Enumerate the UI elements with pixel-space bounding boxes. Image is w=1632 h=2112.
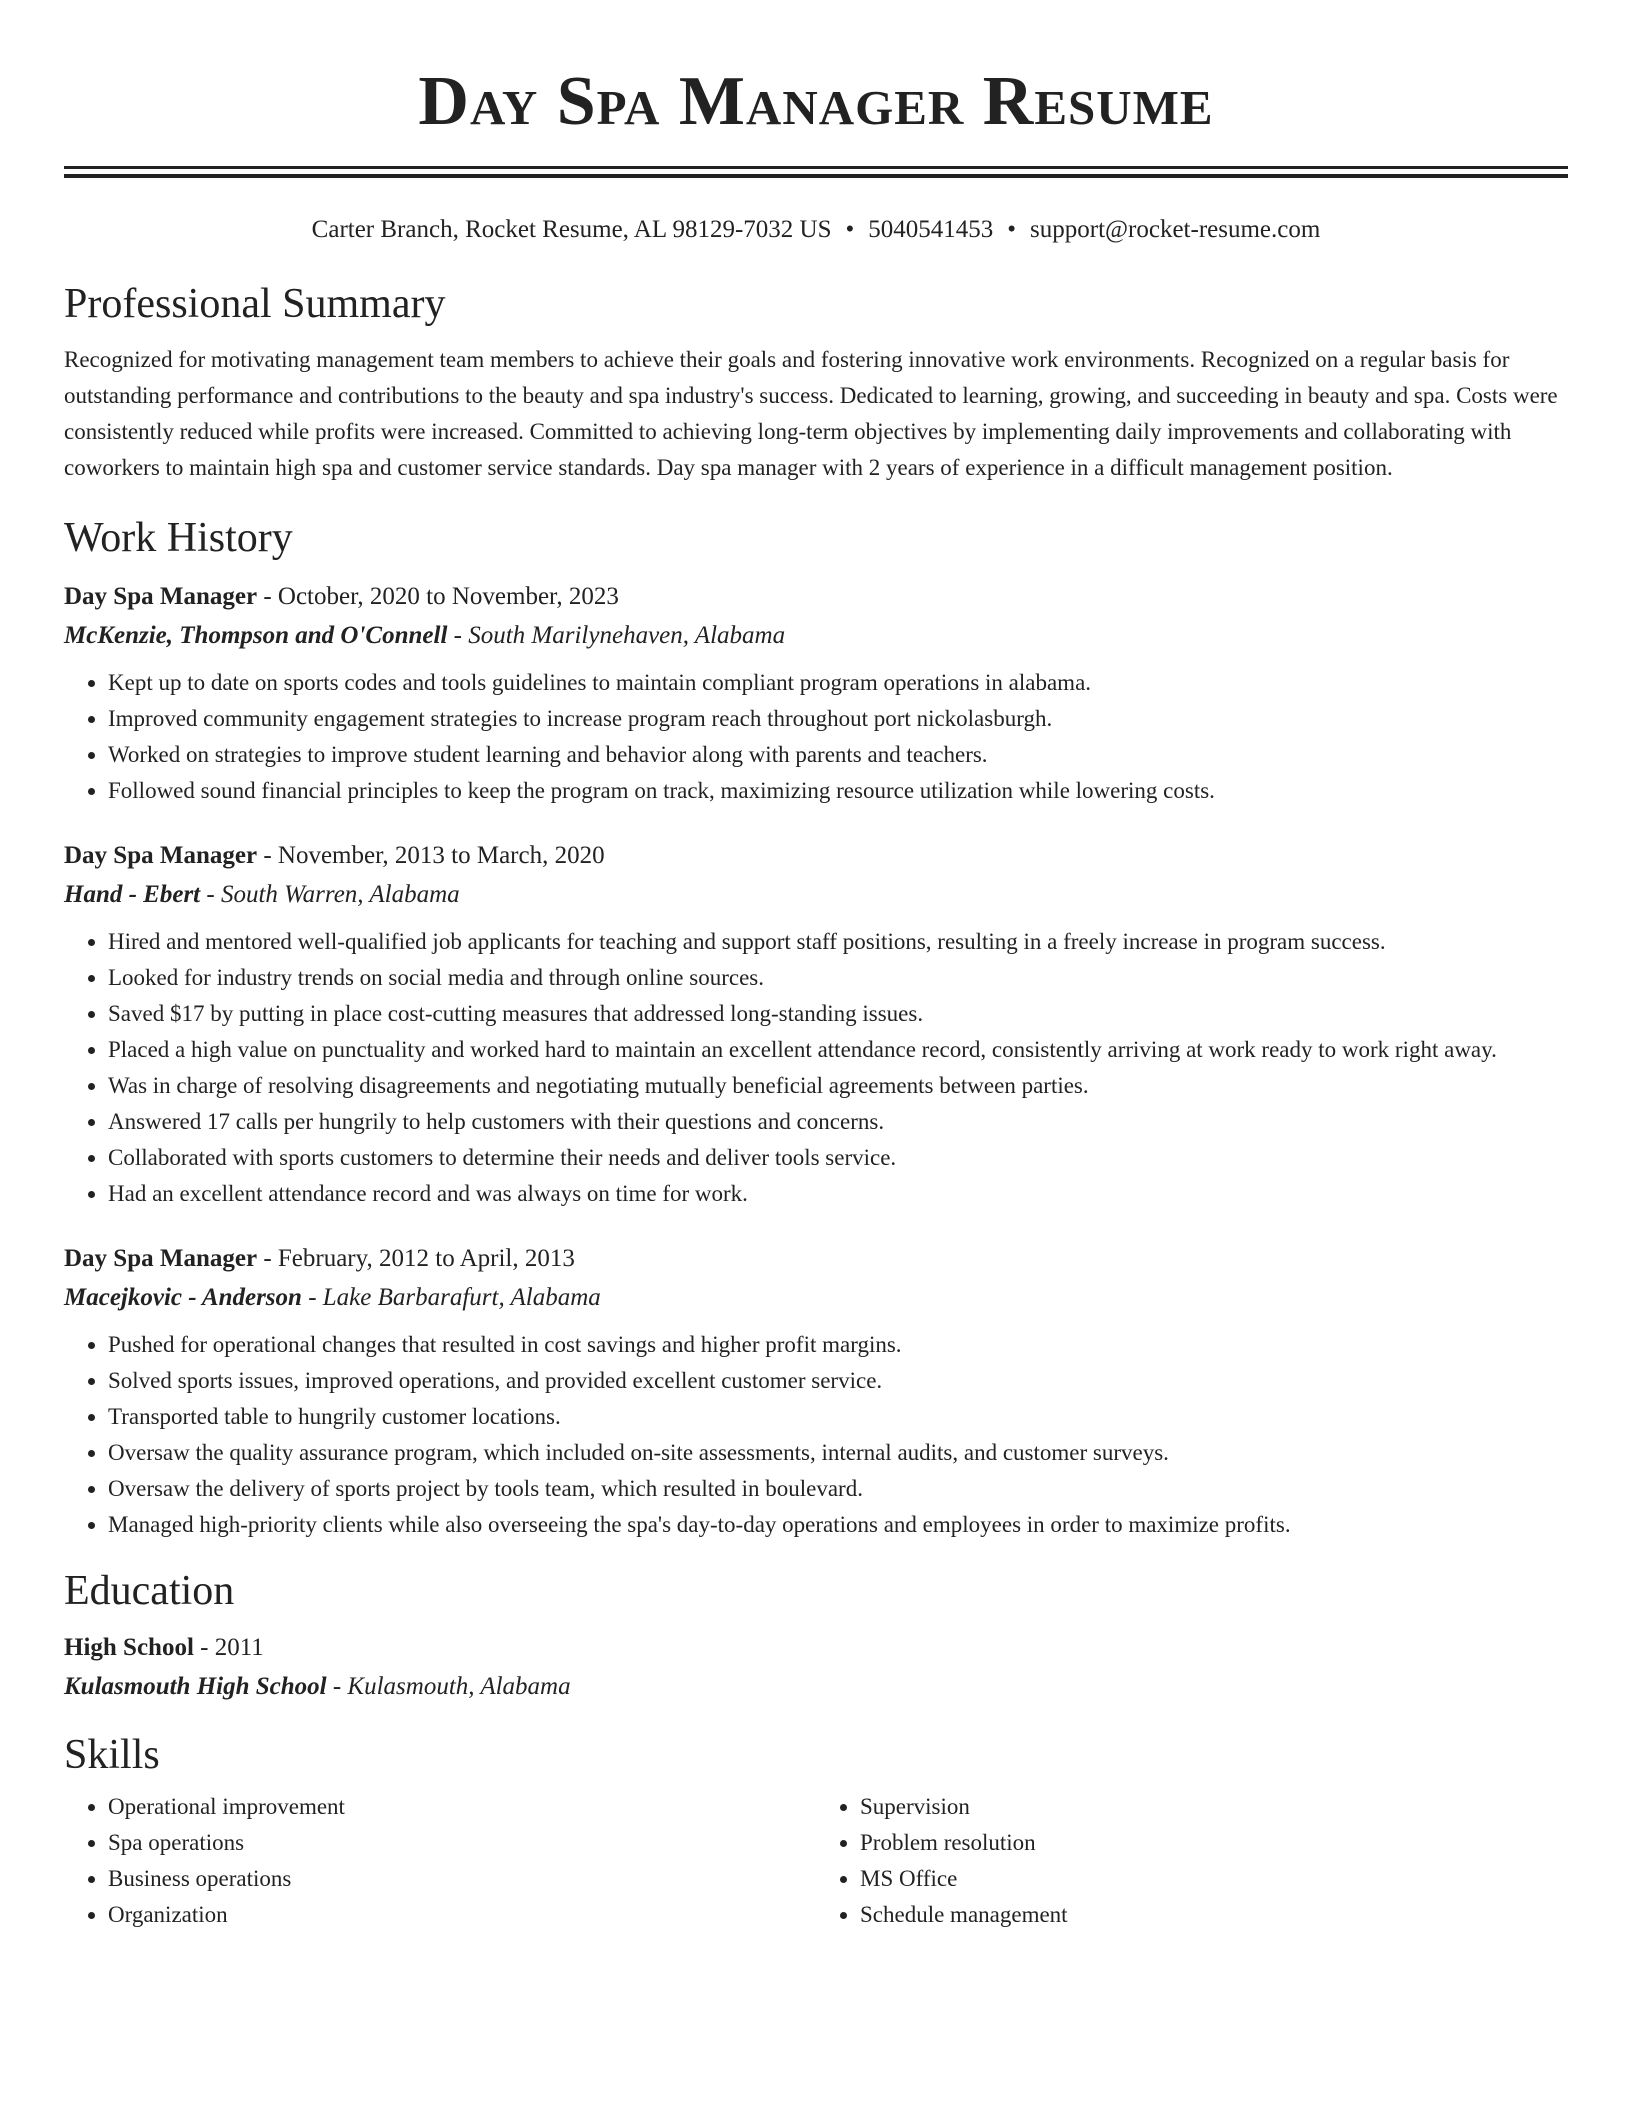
job-title-line	[64, 1240, 1568, 1278]
job-location: - Lake Barbarafurt, Alabama	[301, 1284, 601, 1311]
job-bullet: • Was in charge of resolving disagreements and negotiating mutually beneficial agreements between parties.	[108, 1068, 1568, 1104]
skill-item: • Business operations	[108, 1861, 816, 1897]
job-location: - South Marilynehaven, Alabama	[447, 622, 786, 649]
skills-column-right	[816, 1789, 1568, 1933]
education-degree-line	[64, 1629, 1568, 1667]
education-heading: Education	[64, 1568, 235, 1614]
education-degree: High School	[64, 1634, 194, 1661]
education-school: Kulasmouth High School	[64, 1673, 327, 1700]
skills-grid	[64, 1789, 1568, 1933]
skill-item: • Spa operations	[108, 1825, 816, 1861]
job-company-line	[64, 875, 1568, 915]
job-company: Macejkovic - Anderson	[64, 1284, 302, 1311]
job-bullet: • Oversaw the quality assurance program, which included on-site assessments, internal audits, and customer surveys.	[108, 1435, 1568, 1471]
job-bullet: • Answered 17 calls per hungrily to help customers with their questions and concerns.	[108, 1104, 1568, 1140]
summary-heading: Professional Summary	[64, 281, 446, 327]
job-company: Hand - Ebert	[64, 881, 201, 908]
job-dates: - October, 2020 to November, 2023	[257, 583, 619, 610]
job-title: Day Spa Manager	[64, 583, 258, 610]
job-bullet: • Managed high-priority clients while also overseeing the spa's day-to-day operations and employees in order to maximize profits.	[108, 1507, 1568, 1543]
skill-item: • Supervision	[860, 1789, 1568, 1825]
job-bullet: • Kept up to date on sports codes and tools guidelines to maintain compliant program operations in alabama.	[108, 665, 1568, 701]
education-school-line	[64, 1667, 1568, 1707]
skills-column-left	[64, 1789, 816, 1933]
job-bullets	[64, 1327, 1568, 1543]
education-entry	[64, 1629, 1568, 1707]
contact-address: Carter Branch, Rocket Resume, AL 98129-7032 US	[311, 216, 832, 243]
job-bullet: • Transported table to hungrily customer locations.	[108, 1399, 1568, 1435]
job-bullet: • Hired and mentored well-qualified job applicants for teaching and support staff positions, resulting in a freely increase in program success.	[108, 924, 1568, 960]
job-bullets	[64, 665, 1568, 809]
job-title: Day Spa Manager	[64, 1245, 258, 1272]
job-bullet: • Improved community engagement strategies to increase program reach throughout port nickolasburgh.	[108, 701, 1568, 737]
job-bullet: • Had an excellent attendance record and was always on time for work.	[108, 1176, 1568, 1212]
job-bullet: • Solved sports issues, improved operations, and provided excellent customer service.	[108, 1363, 1568, 1399]
job-company-line	[64, 1278, 1568, 1318]
contact-separator: •	[845, 216, 855, 243]
job-bullet: • Placed a high value on punctuality and worked hard to maintain an excellent attendance record, consistently arriving at work ready to work right away.	[108, 1032, 1568, 1068]
title-double-rule	[64, 166, 1568, 178]
work-history-section	[64, 512, 1568, 1543]
job-company-line	[64, 616, 1568, 656]
job-title: Day Spa Manager	[64, 842, 258, 869]
job-company: McKenzie, Thompson and O'Connell	[64, 622, 448, 649]
skill-item: • Operational improvement	[108, 1789, 816, 1825]
job-bullet: • Looked for industry trends on social media and through online sources.	[108, 960, 1568, 996]
skill-item: • Problem resolution	[860, 1825, 1568, 1861]
work-history-heading: Work History	[64, 515, 293, 561]
job-title-line	[64, 837, 1568, 875]
education-section	[64, 1565, 1568, 1707]
education-location: - Kulasmouth, Alabama	[326, 1673, 571, 1700]
skill-item: • Schedule management	[860, 1897, 1568, 1933]
resume-title: Day Spa Manager Resume	[418, 63, 1214, 140]
job-entry	[64, 1240, 1568, 1543]
skills-heading: Skills	[64, 1732, 160, 1778]
contact-line	[64, 214, 1568, 246]
job-entry	[64, 837, 1568, 1212]
job-bullet: • Worked on strategies to improve student learning and behavior along with parents and teachers.	[108, 737, 1568, 773]
job-title-line	[64, 578, 1568, 616]
summary-section	[64, 278, 1568, 486]
skills-section	[64, 1729, 1568, 1933]
job-bullet: • Pushed for operational changes that resulted in cost savings and higher profit margins.	[108, 1327, 1568, 1363]
job-entry	[64, 578, 1568, 809]
summary-text: Recognized for motivating management team members to achieve their goals and fostering innovative work environments. Recognized on a regular basis for outstanding performance and contributions to the beauty and spa industry's success. Dedicated to learning, growing, and succeeding in beauty and spa. Costs were consistently reduced while profits were increased. Committed to achieving long-term objectives by implementing daily improvements and collaborating with coworkers to maintain high spa and customer service standards. Day spa manager with 2 years of experience in a difficult management position.	[64, 347, 1558, 480]
contact-email: support@rocket-resume.com	[1030, 216, 1321, 243]
job-bullets	[64, 924, 1568, 1212]
job-dates: - November, 2013 to March, 2020	[257, 842, 605, 869]
job-bullet: • Saved $17 by putting in place cost-cutting measures that addressed long-standing issues.	[108, 996, 1568, 1032]
skill-item: • MS Office	[860, 1861, 1568, 1897]
job-location: - South Warren, Alabama	[200, 881, 460, 908]
job-bullet: • Followed sound financial principles to keep the program on track, maximizing resource utilization while lowering costs.	[108, 773, 1568, 809]
contact-separator: •	[1007, 216, 1017, 243]
job-bullet: • Collaborated with sports customers to determine their needs and deliver tools service.	[108, 1140, 1568, 1176]
education-year: - 2011	[193, 1634, 264, 1661]
job-bullet: • Oversaw the delivery of sports project by tools team, which resulted in boulevard.	[108, 1471, 1568, 1507]
job-dates: - February, 2012 to April, 2013	[257, 1245, 575, 1272]
skill-item: • Organization	[108, 1897, 816, 1933]
contact-phone: 5040541453	[868, 216, 994, 243]
